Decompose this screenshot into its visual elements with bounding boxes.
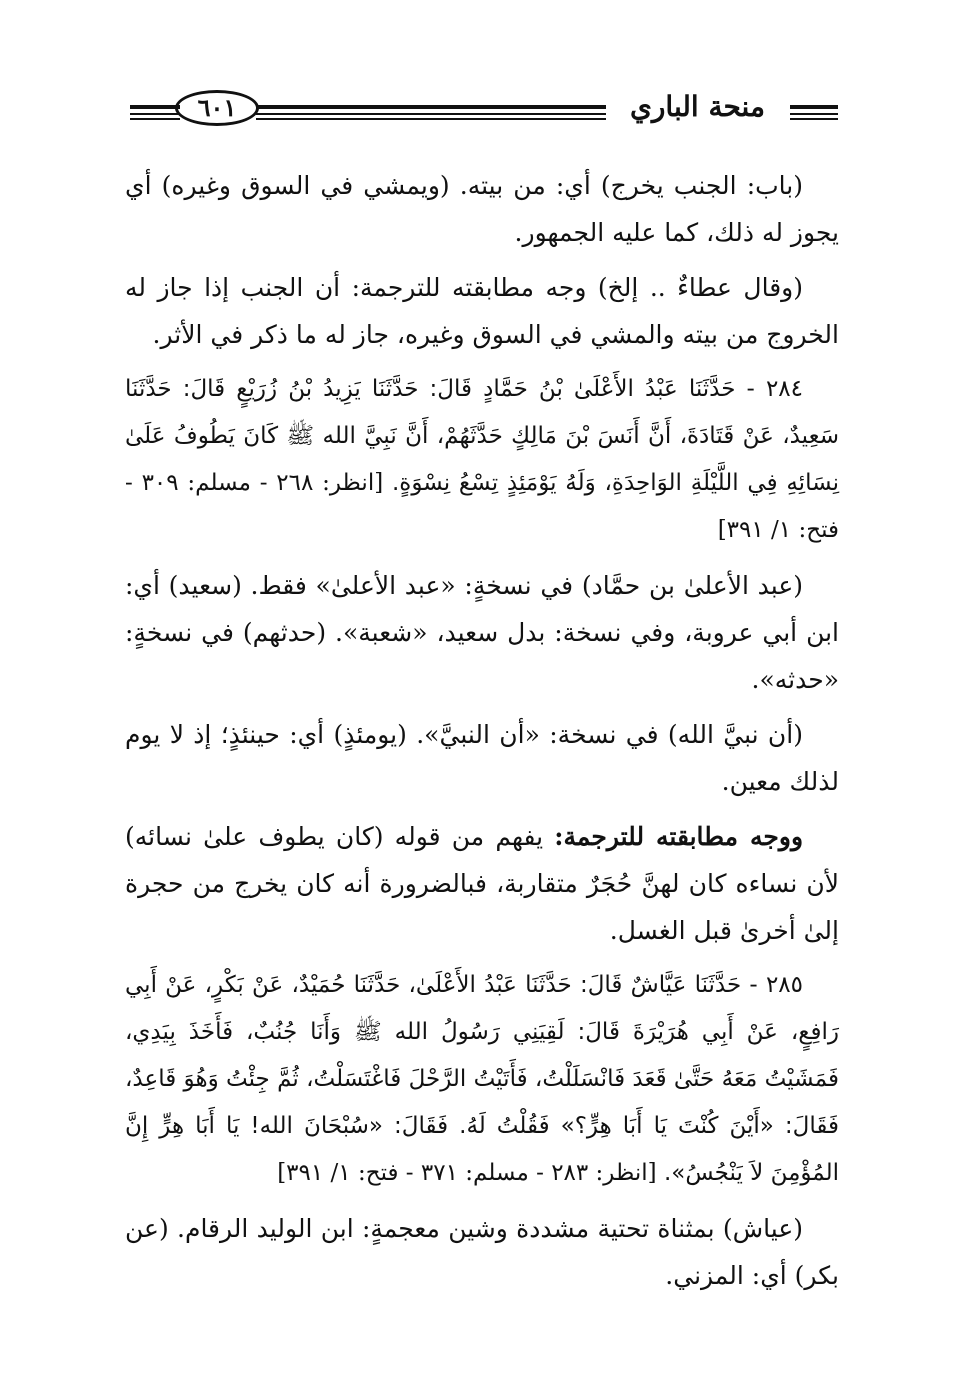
hadith-text: ٢٨٥ - حَدَّثَنَا عَيَّاشٌ قَالَ: حَدَّثَنَا عَبْدُ الأَعْلَىٰ، حَدَّثَنَا حُمَيْدٌ، عَنْ بَكْرٍ، عَنْ أَبِي رَافِعٍ، عَنْ أَبِي هُرَيْرَةَ قَالَ: لَقِيَنِي رَسُولُ الله ﷺ وَأَنَا جُنُبٌ، فَأَخَذَ بِيَدِي، فَمَشَيْتُ مَعَهُ حَتَّىٰ قَعَدَ فَانْسَلَلْتُ، فَأَتَيْتُ الرَّحْلَ فَاغْتَسَلْتُ، ثُمَّ جِئْتُ وَهُوَ قَاعِدٌ، فَقَالَ: «أَيْنَ كُنْتَ يَا أَبَا هِرٍّ؟» فَقُلْتُ لَهُ. فَقَالَ: «سُبْحَانَ الله! يَا أَبَا هِرٍّ إِنَّ المُؤْمِنَ لاَ يَنْجُسُ». (125, 972, 839, 1186)
page-header (0, 80, 960, 136)
page-number: ٦٠١ (175, 90, 259, 126)
hadith-285 (125, 962, 839, 1197)
page-body (125, 162, 839, 1307)
header-rule-left-lower (130, 113, 180, 120)
hadith-284 (125, 366, 839, 554)
commentary-paragraph: (وقال عطاءٌ .. إلخ) وجه مطابقته للترجمة: أن الجنب إذا جاز له الخروج من بيته والمشي في السوق وغيره، جاز له ما ذكر في الأثر. (125, 273, 839, 349)
hadith-reference: [انظر: ٢٦٨ - مسلم: ٣٠٩ - فتح: ١/ ٣٩١] (125, 470, 839, 543)
book-title: منحة الباري (629, 90, 765, 123)
header-rule-right (790, 105, 838, 109)
paragraph-text: يفهم من قوله (كان يطوف علىٰ نسائه) لأن نساءه كان لهنَّ حُجَرٌ متقاربة، فبالضرورة أنه كان يخرج من حجرة إلىٰ أخرىٰ قبل الغسل. (125, 822, 839, 945)
commentary-paragraph: (أن نبيَّ الله) في نسخة: «أن النبيَّ». (يومئذٍ) أي: حينئذٍ؛ إذ لا يوم لذلك معين. (125, 720, 839, 796)
commentary-paragraph: (عبد الأعلىٰ بن حمَّاد) في نسخةٍ: «عبد الأعلىٰ» فقط. (سعيد) أي: ابن أبي عروبة، وفي نسخة: بدل سعيد، «شعبة». (حدثهم) في نسخةٍ: «حدثه». (125, 571, 839, 694)
header-rule-left (130, 105, 180, 109)
commentary-paragraph: (باب: الجنب يخرج) أي: من بيته. (ويمشي في السوق وغيره) أي يجوز له ذلك، كما عليه الجمهور. (125, 171, 839, 247)
commentary-paragraph (125, 813, 839, 954)
header-rule-middle (256, 105, 606, 109)
commentary-paragraph: (عياش) بمثناة تحتية مشددة وشين معجمةٍ: ابن الوليد الرقام. (عن بكر) أي: المزني. (125, 1214, 839, 1290)
header-rule-right-lower (790, 113, 838, 120)
hadith-reference: [انظر: ٢٨٣ - مسلم: ٣٧١ - فتح: ١/ ٣٩١] (277, 1160, 657, 1186)
paragraph-lead: ووجه مطابقته للترجمة: (554, 822, 804, 851)
hadith-text: ٢٨٤ - حَدَّثَنَا عَبْدُ الأَعْلَىٰ بْنُ حَمَّادٍ قَالَ: حَدَّثَنَا يَزِيدُ بْنُ زُرَيْعٍ قَالَ: حَدَّثَنَا سَعِيدٌ، عَنْ قَتَادَةَ، أَنَّ أَنَسَ بْنَ مَالِكٍ حَدَّثَهُمْ، أَنَّ نَبِيَّ الله ﷺ كَانَ يَطُوفُ عَلَىٰ نِسَائِهِ فِي اللَّيْلَةِ الوَاحِدَةِ، وَلَهُ يَوْمَئِذٍ تِسْعُ نِسْوَةٍ. (125, 376, 840, 496)
header-rule-middle-lower (256, 113, 606, 120)
